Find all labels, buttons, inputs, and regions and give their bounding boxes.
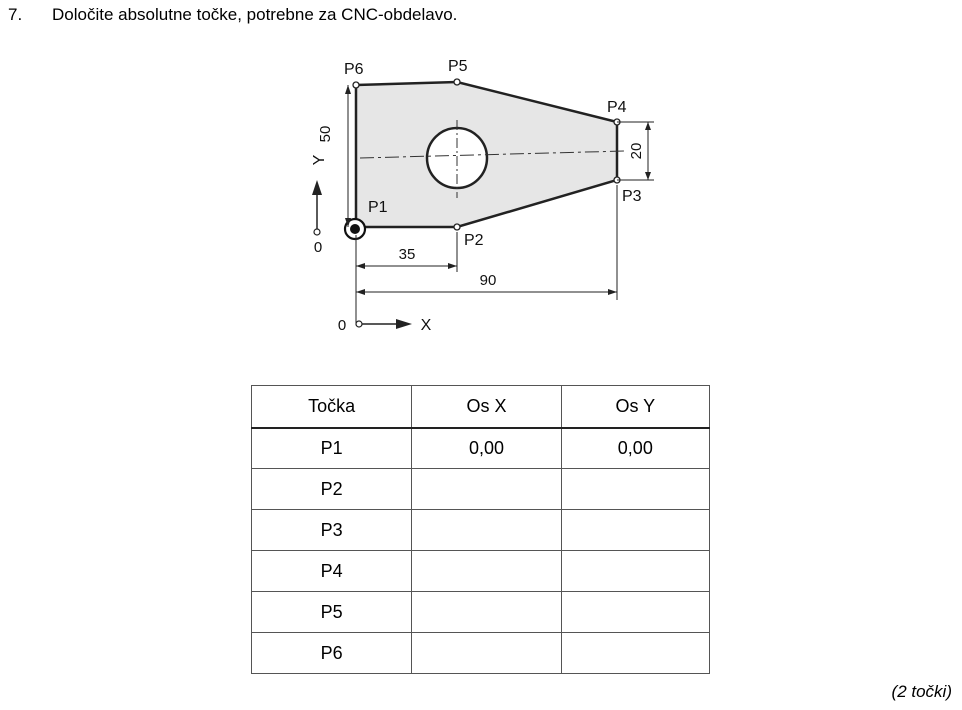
question-number: 7. [8, 5, 23, 24]
header-x: Os X [412, 386, 561, 428]
cell-y[interactable] [561, 510, 709, 551]
y-axis-arrow-icon [312, 180, 322, 195]
point-label-p5: P5 [448, 58, 468, 75]
table-row [252, 592, 710, 633]
table-row [252, 428, 710, 469]
point-marker-p6 [353, 82, 359, 88]
x-axis-arrow-icon [396, 319, 412, 329]
cell-point: P4 [252, 551, 412, 592]
dim-height-50: 50 [317, 125, 334, 143]
table-row [252, 510, 710, 551]
x-axis-label: X [420, 317, 432, 334]
point-label-p4: P4 [607, 99, 627, 116]
point-label-p2: P2 [464, 232, 484, 249]
cell-x[interactable] [412, 592, 561, 633]
table-row [252, 633, 710, 674]
question-text: Določite absolutne točke, potrebne za CNC-obdelavo. [52, 5, 458, 24]
coordinates-table [251, 385, 710, 674]
table-header-row [252, 386, 710, 428]
cell-point: P5 [252, 592, 412, 633]
cell-y[interactable]: 0,00 [561, 428, 709, 469]
table-row [252, 551, 710, 592]
dim-total-90: 90 [479, 272, 497, 289]
point-label-p3: P3 [622, 188, 642, 205]
point-label-p6: P6 [344, 61, 364, 78]
table-row [252, 469, 710, 510]
y-axis-label: Y [311, 154, 328, 166]
point-marker-p2 [454, 224, 460, 230]
points-note: (2 točki) [891, 682, 952, 701]
cell-y[interactable] [561, 633, 709, 674]
y-axis-origin: 0 [313, 239, 323, 256]
cnc-part-drawing [300, 50, 670, 340]
cell-point: P3 [252, 510, 412, 551]
cell-y[interactable] [561, 592, 709, 633]
cell-y[interactable] [561, 469, 709, 510]
cell-x[interactable] [412, 469, 561, 510]
dim-p2-35: 35 [398, 246, 416, 263]
cell-point: P1 [252, 428, 412, 469]
cell-x[interactable] [412, 510, 561, 551]
cell-x[interactable] [412, 551, 561, 592]
header-point: Točka [252, 386, 412, 428]
point-label-p1: P1 [368, 199, 388, 216]
cell-point: P6 [252, 633, 412, 674]
header-y: Os Y [561, 386, 709, 428]
cell-x[interactable] [412, 633, 561, 674]
cell-y[interactable] [561, 551, 709, 592]
point-marker-p5 [454, 79, 460, 85]
cell-x[interactable]: 0,00 [412, 428, 561, 469]
x-axis-origin: 0 [337, 317, 347, 334]
cell-point: P2 [252, 469, 412, 510]
dim-right-20: 20 [628, 142, 645, 160]
